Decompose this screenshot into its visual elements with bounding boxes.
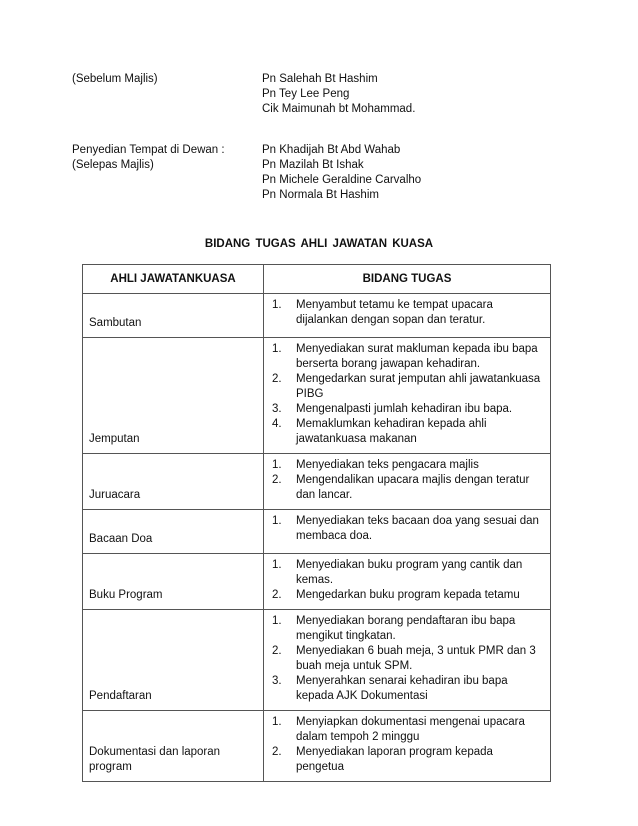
duty-number: 2. bbox=[272, 589, 282, 601]
duty-text-line: Mengenalpasti jumlah kehadiran ibu bapa. bbox=[296, 403, 513, 415]
duty-number: 1. bbox=[272, 515, 282, 527]
duties-cell bbox=[264, 554, 551, 610]
committee-cell bbox=[83, 454, 264, 510]
section-heading: BIDANG TUGAS AHLI JAWATAN KUASA bbox=[204, 238, 434, 250]
duty-text bbox=[296, 372, 544, 402]
column-header-duties: BIDANG TUGAS bbox=[264, 265, 551, 294]
duty-item bbox=[272, 674, 544, 704]
table-row bbox=[83, 711, 551, 782]
duty-text-line: dalam tempoh 2 minggu bbox=[296, 731, 420, 743]
duty-item bbox=[272, 298, 544, 328]
duty-list bbox=[272, 715, 544, 775]
duties-cell bbox=[264, 711, 551, 782]
duty-item bbox=[272, 342, 544, 372]
duty-item bbox=[272, 473, 544, 503]
duty-item bbox=[272, 372, 544, 402]
duty-text-line: jawatankuasa makanan bbox=[296, 433, 417, 445]
table-body bbox=[83, 294, 551, 782]
duty-item bbox=[272, 644, 544, 674]
duty-number: 3. bbox=[272, 675, 282, 687]
duty-list bbox=[272, 342, 544, 447]
duty-text-line: Menyediakan laporan program kepada pengetua bbox=[296, 746, 493, 773]
assignee-name: Pn Tey Lee Peng bbox=[262, 88, 350, 100]
committee-name: Buku Program bbox=[89, 589, 163, 601]
duty-number: 1. bbox=[272, 559, 282, 571]
duty-text-line: Memaklumkan kehadiran kepada ahli bbox=[296, 418, 487, 430]
assignment-label: (Selepas Majlis) bbox=[72, 159, 154, 171]
duty-text bbox=[296, 745, 544, 775]
duty-text bbox=[296, 588, 544, 603]
duty-list bbox=[272, 514, 544, 544]
assignment-block-1 bbox=[72, 72, 592, 117]
duty-number: 2. bbox=[272, 746, 282, 758]
duty-item bbox=[272, 614, 544, 644]
duties-table bbox=[82, 264, 551, 782]
duty-text bbox=[296, 417, 544, 447]
duty-item bbox=[272, 745, 544, 775]
duties-cell bbox=[264, 454, 551, 510]
committee-cell bbox=[83, 294, 264, 338]
duties-cell bbox=[264, 510, 551, 554]
duty-text bbox=[296, 298, 544, 328]
committee-name: Sambutan bbox=[89, 317, 142, 329]
duty-text-line: Menyerahkan senarai kehadiran ibu bapa bbox=[296, 675, 508, 687]
duty-text bbox=[296, 614, 544, 644]
duty-text bbox=[296, 402, 544, 417]
duties-cell bbox=[264, 338, 551, 454]
duty-text-line: membaca doa. bbox=[296, 530, 373, 542]
duty-text-line: Menyediakan surat makluman kepada ibu bapa bbox=[296, 343, 538, 355]
duty-list bbox=[272, 558, 544, 603]
duty-item bbox=[272, 715, 544, 745]
duty-item bbox=[272, 417, 544, 447]
committee-cell bbox=[83, 554, 264, 610]
assignee-name: Pn Mazilah Bt Ishak bbox=[262, 159, 364, 171]
duty-item bbox=[272, 588, 544, 603]
committee-cell bbox=[83, 510, 264, 554]
duty-text-line: Menyediakan teks pengacara majlis bbox=[296, 459, 479, 471]
duty-text-line: dan lancar. bbox=[296, 489, 353, 501]
duties-cell bbox=[264, 294, 551, 338]
table-row bbox=[83, 554, 551, 610]
duty-list bbox=[272, 614, 544, 704]
assignee-name: Pn Salehah Bt Hashim bbox=[262, 73, 378, 85]
assignment-label: (Sebelum Majlis) bbox=[72, 73, 158, 85]
table-row bbox=[83, 510, 551, 554]
duty-text bbox=[296, 342, 544, 372]
duty-number: 1. bbox=[272, 459, 282, 471]
duty-text-line: kemas. bbox=[296, 574, 334, 586]
committee-name: Pendaftaran bbox=[89, 690, 152, 702]
duty-item bbox=[272, 558, 544, 588]
duty-text-line: buah meja untuk SPM. bbox=[296, 660, 413, 672]
assignee-name: Pn Michele Geraldine Carvalho bbox=[262, 174, 422, 186]
committee-name: Dokumentasi dan laporan bbox=[89, 746, 221, 758]
duty-item bbox=[272, 514, 544, 544]
column-header-committee: AHLI JAWATANKUASA bbox=[83, 265, 264, 294]
table-row bbox=[83, 610, 551, 711]
duty-text-line: kepada AJK Dokumentasi bbox=[296, 690, 428, 702]
table-row bbox=[83, 338, 551, 454]
duty-text-line: Menyediakan borang pendaftaran ibu bapa bbox=[296, 615, 516, 627]
committee-name: Jemputan bbox=[89, 433, 140, 445]
duty-text bbox=[296, 514, 544, 544]
committee-name: Bacaan Doa bbox=[89, 533, 153, 545]
assignment-block-2 bbox=[72, 143, 592, 203]
committee-name: program bbox=[89, 761, 132, 773]
duty-number: 1. bbox=[272, 615, 282, 627]
duty-text-line: dijalankan dengan sopan dan teratur. bbox=[296, 314, 486, 326]
table-row bbox=[83, 454, 551, 510]
duty-text bbox=[296, 473, 544, 503]
duty-text-line: Mengedarkan surat jemputan ahli jawatankuasa bbox=[296, 373, 541, 385]
assignee-name: Cik Maimunah bt Mohammad. bbox=[262, 103, 416, 115]
committee-name: Juruacara bbox=[89, 489, 141, 501]
duty-list bbox=[272, 298, 544, 328]
duty-number: 1. bbox=[272, 716, 282, 728]
duty-text-line: Mengendalikan upacara majlis dengan teratur bbox=[296, 474, 530, 486]
duty-text-line: Mengedarkan buku program kepada tetamu bbox=[296, 589, 520, 601]
duty-text-line: Menyambut tetamu ke tempat upacara bbox=[296, 299, 493, 311]
duty-text-line: Menyiapkan dokumentasi mengenai upacara bbox=[296, 716, 525, 728]
committee-cell bbox=[83, 338, 264, 454]
duty-text bbox=[296, 674, 544, 704]
duty-text bbox=[296, 458, 544, 473]
duty-number: 2. bbox=[272, 645, 282, 657]
duty-number: 2. bbox=[272, 373, 282, 385]
duty-text-line: Menyediakan 6 buah meja, 3 untuk PMR dan 3 bbox=[296, 645, 536, 657]
duty-text-line: berserta borang jawapan kehadiran. bbox=[296, 358, 481, 370]
committee-cell bbox=[83, 610, 264, 711]
duty-number: 4. bbox=[272, 418, 282, 430]
duty-text-line: PIBG bbox=[296, 388, 324, 400]
duty-text bbox=[296, 558, 544, 588]
table-row bbox=[83, 294, 551, 338]
duty-item bbox=[272, 402, 544, 417]
assignee-name: Pn Normala Bt Hashim bbox=[262, 189, 379, 201]
duty-number: 3. bbox=[272, 403, 282, 415]
duty-number: 2. bbox=[272, 474, 282, 486]
duty-text bbox=[296, 644, 544, 674]
duty-item bbox=[272, 458, 544, 473]
duties-cell bbox=[264, 610, 551, 711]
duty-text-line: Menyediakan teks bacaan doa yang sesuai dan bbox=[296, 515, 539, 527]
duty-text-line: Menyediakan buku program yang cantik dan bbox=[296, 559, 523, 571]
duty-number: 1. bbox=[272, 343, 282, 355]
duty-text bbox=[296, 715, 544, 745]
duty-list bbox=[272, 458, 544, 503]
table-header-row bbox=[83, 265, 551, 294]
assignment-label: Penyedian Tempat di Dewan : bbox=[72, 144, 225, 156]
duty-text-line: mengikut tingkatan. bbox=[296, 630, 396, 642]
assignee-name: Pn Khadijah Bt Abd Wahab bbox=[262, 144, 401, 156]
duty-number: 1. bbox=[272, 299, 282, 311]
committee-cell bbox=[83, 711, 264, 782]
